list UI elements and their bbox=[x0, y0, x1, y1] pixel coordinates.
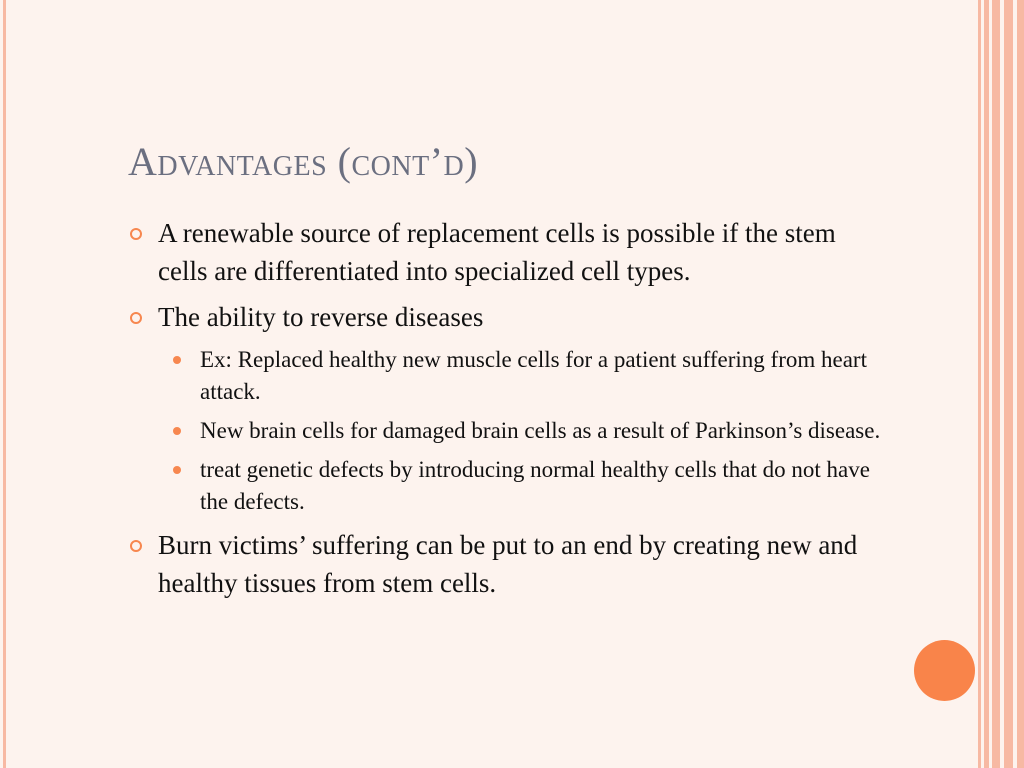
bullet-item bbox=[128, 298, 888, 336]
sub-bullet-item bbox=[128, 415, 888, 447]
dot-bullet-icon bbox=[173, 356, 181, 364]
dot-bullet-icon bbox=[173, 466, 181, 474]
bullet-text: The ability to reverse diseases bbox=[158, 302, 484, 332]
orange-circle-decoration bbox=[914, 640, 975, 701]
sub-bullet-item bbox=[128, 344, 888, 408]
dot-bullet-icon bbox=[173, 427, 181, 435]
sub-bullet-list bbox=[128, 344, 888, 518]
bullet-item bbox=[128, 526, 888, 602]
slide-content bbox=[128, 214, 888, 610]
right-stripe-decoration bbox=[978, 0, 981, 768]
sub-bullet-text: treat genetic defects by introducing normal healthy cells that do not have the defects. bbox=[200, 457, 870, 514]
ring-bullet-icon bbox=[130, 540, 142, 552]
right-stripe-decoration bbox=[992, 0, 1000, 768]
slide-title: Advantages (cont’d) bbox=[128, 139, 479, 184]
sub-bullet-text: New brain cells for damaged brain cells as a result of Parkinson’s disease. bbox=[200, 418, 881, 443]
bullet-text: Burn victims’ suffering can be put to an end by creating new and healthy tissues from stem cells. bbox=[158, 530, 858, 598]
right-stripe-decoration bbox=[1004, 0, 1013, 768]
ring-bullet-icon bbox=[130, 228, 142, 240]
bullet-item bbox=[128, 214, 888, 290]
right-stripe-decoration bbox=[1017, 0, 1024, 768]
ring-bullet-icon bbox=[130, 312, 142, 324]
sub-bullet-item bbox=[128, 454, 888, 518]
sub-bullet-text: Ex: Replaced healthy new muscle cells for a patient suffering from heart attack. bbox=[200, 347, 867, 404]
bullet-text: A renewable source of replacement cells is possible if the stem cells are differentiated into specialized cell types. bbox=[158, 218, 836, 286]
left-border-decoration bbox=[3, 0, 6, 768]
right-stripe-decoration bbox=[984, 0, 989, 768]
